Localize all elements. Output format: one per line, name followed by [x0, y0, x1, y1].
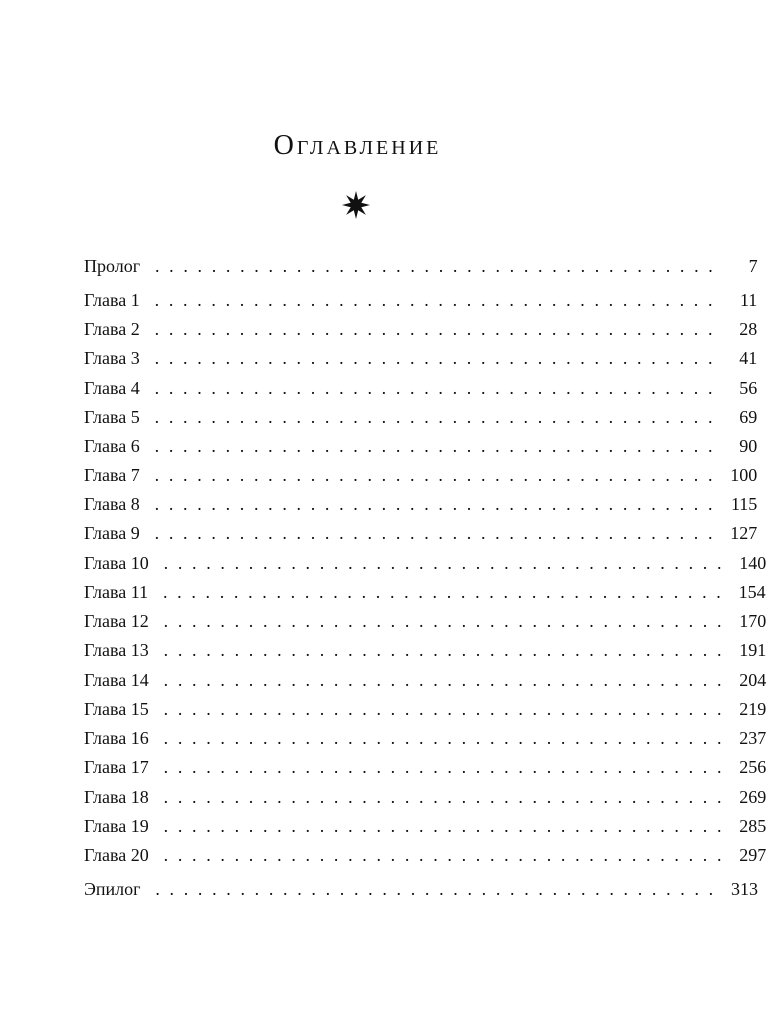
- dot-leader: . . . . . . . . . . . . . . . . . . . . . . . . . . . . . . . . . . . . . . . .: [154, 436, 713, 456]
- toc-entry-page-number: 204: [739, 670, 767, 690]
- toc-entry[interactable]: [84, 253, 758, 279]
- toc-entry[interactable]: [84, 579, 766, 605]
- toc-entry-page-number: 285: [739, 816, 767, 836]
- dot-leader: . . . . . . . . . . . . . . . . . . . . . . . . . . . . . . . . . . . . . . . .: [154, 523, 713, 543]
- dot-leader: . . . . . . . . . . . . . . . . . . . . . . . . . . . . . . . . . . . . . . . .: [154, 319, 713, 339]
- toc-entry[interactable]: [84, 876, 759, 902]
- dot-leader: . . . . . . . . . . . . . . . . . . . . . . . . . . . . . . . . . . . . . . . .: [154, 256, 713, 276]
- eight-point-star-icon: [341, 190, 371, 220]
- toc-entry-page-number: 69: [739, 407, 758, 427]
- toc-entry-label: Глава 20: [84, 845, 149, 865]
- toc-entry[interactable]: [84, 550, 767, 576]
- toc-entry-page-number: 154: [738, 582, 766, 602]
- toc-entry-label: Глава 5: [84, 407, 140, 427]
- toc-entry[interactable]: [84, 637, 767, 663]
- toc-entry[interactable]: [84, 404, 758, 430]
- toc-entry-label: Глава 11: [84, 582, 149, 602]
- toc-entry-page-number: 11: [739, 290, 758, 310]
- toc-entry[interactable]: [84, 754, 767, 780]
- toc-entry-page-number: 56: [739, 378, 758, 398]
- toc-entry-page-number: 115: [730, 494, 758, 514]
- toc-entry-page-number: 41: [739, 348, 758, 368]
- toc-entry-label: Глава 16: [84, 728, 149, 748]
- toc-entry-page-number: 7: [748, 256, 758, 276]
- dot-leader: . . . . . . . . . . . . . . . . . . . . . . . . . . . . . . . . . . . . . . . .: [162, 582, 721, 602]
- toc-entry[interactable]: [84, 696, 767, 722]
- toc-entry-label: Пролог: [84, 256, 141, 276]
- dot-leader: . . . . . . . . . . . . . . . . . . . . . . . . . . . . . . . . . . . . . . . .: [163, 611, 722, 631]
- page-title: Оглавление: [273, 130, 442, 161]
- dot-leader: . . . . . . . . . . . . . . . . . . . . . . . . . . . . . . . . . . . . . . . .: [154, 348, 713, 368]
- toc-entry-label: Глава 19: [84, 816, 149, 836]
- toc-entry-label: Глава 10: [84, 553, 149, 573]
- toc-entry[interactable]: [84, 784, 767, 810]
- toc-entry-label: Глава 2: [84, 319, 140, 339]
- dot-leader: . . . . . . . . . . . . . . . . . . . . . . . . . . . . . . . . . . . . . . . .: [154, 378, 713, 398]
- toc-entry-label: Глава 12: [84, 611, 149, 631]
- toc-entry[interactable]: [84, 491, 758, 517]
- toc-entry[interactable]: [84, 842, 767, 868]
- dot-leader: . . . . . . . . . . . . . . . . . . . . . . . . . . . . . . . . . . . . . . . .: [163, 787, 722, 807]
- toc-entry[interactable]: [84, 287, 758, 313]
- dot-leader: . . . . . . . . . . . . . . . . . . . . . . . . . . . . . . . . . . . . . . . .: [163, 816, 722, 836]
- toc-entry[interactable]: [84, 667, 767, 693]
- toc-entry-page-number: 297: [739, 845, 767, 865]
- toc-entry-page-number: 237: [739, 728, 767, 748]
- toc-entry-label: Глава 4: [84, 378, 140, 398]
- toc-entry[interactable]: [84, 433, 758, 459]
- toc-entry-label: Глава 17: [84, 757, 149, 777]
- dot-leader: . . . . . . . . . . . . . . . . . . . . . . . . . . . . . . . . . . . . . . . .: [154, 407, 713, 427]
- toc-entry-page-number: 170: [739, 611, 767, 631]
- toc-entry[interactable]: [84, 462, 758, 488]
- toc-entry-label: Глава 1: [84, 290, 140, 310]
- toc-entry[interactable]: [84, 520, 758, 546]
- toc-entry-label: Глава 15: [84, 699, 149, 719]
- toc-entry-label: Глава 9: [84, 523, 140, 543]
- dot-leader: . . . . . . . . . . . . . . . . . . . . . . . . . . . . . . . . . . . . . . . .: [154, 290, 713, 310]
- dot-leader: . . . . . . . . . . . . . . . . . . . . . . . . . . . . . . . . . . . . . . . .: [163, 670, 722, 690]
- toc-entry-label: Глава 6: [84, 436, 140, 456]
- dot-leader: . . . . . . . . . . . . . . . . . . . . . . . . . . . . . . . . . . . . . . . .: [163, 845, 722, 865]
- dot-leader: . . . . . . . . . . . . . . . . . . . . . . . . . . . . . . . . . . . . . . . .: [154, 494, 713, 514]
- dot-leader: . . . . . . . . . . . . . . . . . . . . . . . . . . . . . . . . . . . . . . . .: [163, 699, 722, 719]
- toc-entry-page-number: 313: [731, 879, 759, 899]
- dot-leader: . . . . . . . . . . . . . . . . . . . . . . . . . . . . . . . . . . . . . . . .: [154, 465, 713, 485]
- toc-entry[interactable]: [84, 813, 767, 839]
- toc-entry-page-number: 28: [739, 319, 758, 339]
- toc-entry[interactable]: [84, 725, 767, 751]
- toc-entry-label: Глава 18: [84, 787, 149, 807]
- toc-entry-page-number: 90: [739, 436, 758, 456]
- toc-entry[interactable]: [84, 316, 758, 342]
- toc-entry-page-number: 127: [730, 523, 758, 543]
- dot-leader: . . . . . . . . . . . . . . . . . . . . . . . . . . . . . . . . . . . . . . . .: [155, 879, 714, 899]
- toc-entry-page-number: 100: [730, 465, 758, 485]
- toc-entry-page-number: 269: [739, 787, 767, 807]
- toc-entry-label: Глава 13: [84, 640, 149, 660]
- toc-entry-label: Глава 7: [84, 465, 140, 485]
- dot-leader: . . . . . . . . . . . . . . . . . . . . . . . . . . . . . . . . . . . . . . . .: [163, 553, 722, 573]
- toc-entry-label: Глава 3: [84, 348, 140, 368]
- toc-entry-label: Глава 14: [84, 670, 149, 690]
- toc-entry-label: Эпилог: [84, 879, 141, 899]
- toc-entry-page-number: 140: [739, 553, 767, 573]
- toc-entry-label: Глава 8: [84, 494, 140, 514]
- toc-entry-page-number: 256: [739, 757, 767, 777]
- dot-leader: . . . . . . . . . . . . . . . . . . . . . . . . . . . . . . . . . . . . . . . .: [163, 640, 722, 660]
- toc-entry-page-number: 191: [739, 640, 767, 660]
- toc-entry[interactable]: [84, 345, 758, 371]
- toc-entry-page-number: 219: [739, 699, 767, 719]
- toc-entry[interactable]: [84, 375, 758, 401]
- toc-entry[interactable]: [84, 608, 767, 634]
- dot-leader: . . . . . . . . . . . . . . . . . . . . . . . . . . . . . . . . . . . . . . . .: [163, 728, 722, 748]
- dot-leader: . . . . . . . . . . . . . . . . . . . . . . . . . . . . . . . . . . . . . . . .: [163, 757, 722, 777]
